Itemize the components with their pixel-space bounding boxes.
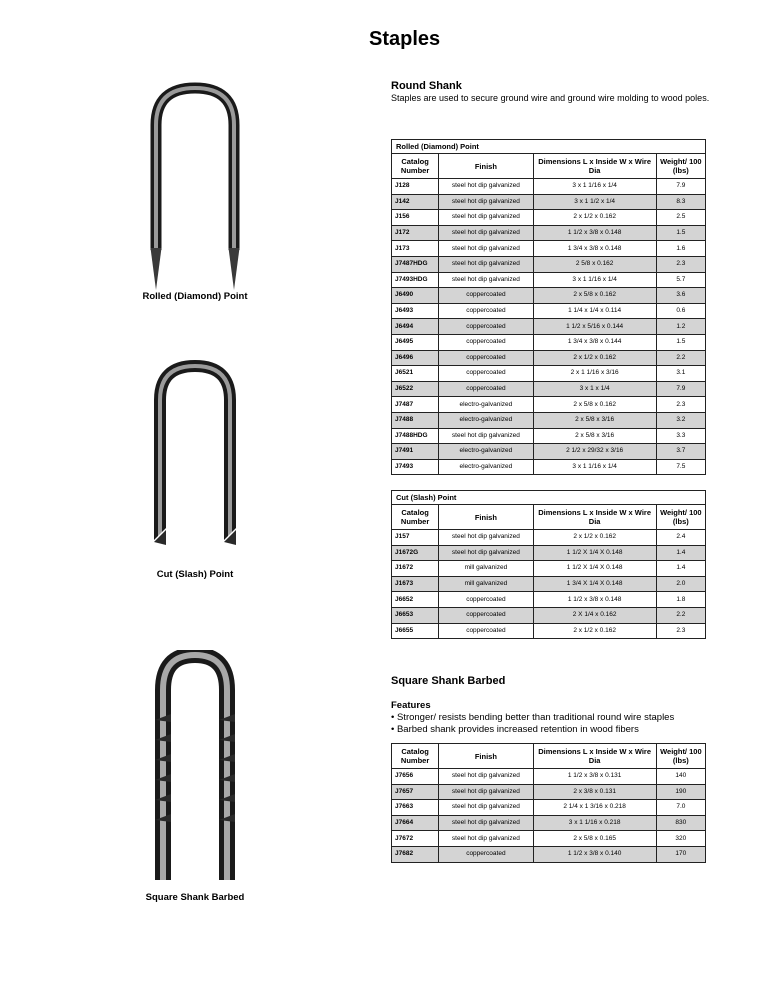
catalog-number-cell: J156: [392, 210, 439, 226]
weight-cell: 1.4: [656, 545, 705, 561]
finish-cell: electro-galvanized: [439, 459, 533, 475]
weight-cell: 3.6: [656, 288, 705, 304]
weight-cell: 320: [656, 831, 705, 847]
dimensions-cell: 1 1/2 X 1/4 X 0.148: [533, 561, 656, 577]
dimensions-cell: 1 1/2 X 1/4 X 0.148: [533, 545, 656, 561]
table-row: [392, 256, 706, 272]
table-row: [392, 210, 706, 226]
weight-cell: 830: [656, 815, 705, 831]
feature-item: • Barbed shank provides increased retention in wood fibers: [391, 724, 674, 736]
table-row: [392, 592, 706, 608]
catalog-number-cell: J1673: [392, 576, 439, 592]
dimensions-cell: 2 x 1/2 x 0.162: [533, 350, 656, 366]
finish-cell: steel hot dip galvanized: [439, 272, 533, 288]
finish-cell: coppercoated: [439, 303, 533, 319]
table-row: [392, 800, 706, 816]
catalog-number-cell: J6493: [392, 303, 439, 319]
catalog-number-cell: J6653: [392, 607, 439, 623]
dimensions-cell: 1 1/2 x 3/8 x 0.140: [533, 846, 656, 862]
table-row: [392, 846, 706, 862]
table-row: [392, 225, 706, 241]
dimensions-cell: 1 1/2 x 5/16 x 0.144: [533, 319, 656, 335]
finish-cell: coppercoated: [439, 288, 533, 304]
table-row: [392, 530, 706, 546]
rolled-point-table: [391, 139, 706, 475]
dimensions-cell: 3 x 1 x 1/4: [533, 381, 656, 397]
finish-header: Finish: [439, 744, 533, 769]
dimensions-cell: 2 x 5/8 x 0.162: [533, 397, 656, 413]
finish-cell: steel hot dip galvanized: [439, 225, 533, 241]
dimensions-header: Dimensions L x Inside W x Wire Dia: [533, 505, 656, 530]
dimensions-cell: 2 X 1/4 x 0.162: [533, 607, 656, 623]
finish-cell: electro-galvanized: [439, 444, 533, 460]
weight-cell: 7.9: [656, 381, 705, 397]
weight-header: Weight/ 100 (lbs): [656, 154, 705, 179]
catalog-number-cell: J6655: [392, 623, 439, 639]
finish-cell: coppercoated: [439, 319, 533, 335]
features-title: Features: [391, 700, 431, 711]
page-title: Staples: [369, 28, 441, 50]
dimensions-cell: 2 1/2 x 29/32 x 3/16: [533, 444, 656, 460]
catalog-number-cell: J7488HDG: [392, 428, 439, 444]
weight-cell: 3.1: [656, 366, 705, 382]
finish-cell: steel hot dip galvanized: [439, 428, 533, 444]
finish-header: Finish: [439, 154, 533, 179]
weight-cell: 190: [656, 784, 705, 800]
dimensions-cell: 1 3/4 x 3/8 x 0.148: [533, 241, 656, 257]
weight-cell: 1.8: [656, 592, 705, 608]
catalog-number-cell: J7487: [392, 397, 439, 413]
cut-point-table: [391, 490, 706, 639]
rolled-table-caption: Rolled (Diamond) Point: [392, 140, 706, 154]
catalog-number-cell: J6521: [392, 366, 439, 382]
dimensions-cell: 2 x 1 1/16 x 3/16: [533, 366, 656, 382]
finish-cell: coppercoated: [439, 381, 533, 397]
catalog-number-cell: J6522: [392, 381, 439, 397]
table-row: [392, 350, 706, 366]
catalog-number-cell: J1672: [392, 561, 439, 577]
dimensions-cell: 1 1/2 x 3/8 x 0.148: [533, 225, 656, 241]
dimensions-cell: 2 x 5/8 x 3/16: [533, 412, 656, 428]
weight-header: Weight/ 100 (lbs): [656, 505, 705, 530]
weight-cell: 3.7: [656, 444, 705, 460]
dimensions-cell: 3 x 1 1/16 x 1/4: [533, 272, 656, 288]
dimensions-cell: 3 x 1 1/16 x 1/4: [533, 459, 656, 475]
catalog-number-cell: J6496: [392, 350, 439, 366]
dimensions-header: Dimensions L x Inside W x Wire Dia: [533, 744, 656, 769]
weight-cell: 2.2: [656, 607, 705, 623]
table-row: [392, 241, 706, 257]
weight-cell: 7.5: [656, 459, 705, 475]
feature-item: • Stronger/ resists bending better than traditional round wire staples: [391, 712, 674, 724]
table-row: [392, 412, 706, 428]
catalog-number-cell: J7657: [392, 784, 439, 800]
finish-cell: steel hot dip galvanized: [439, 784, 533, 800]
weight-cell: 140: [656, 769, 705, 785]
table-row: [392, 397, 706, 413]
weight-cell: 1.5: [656, 225, 705, 241]
table-row: [392, 366, 706, 382]
barbed-table: [391, 743, 706, 863]
weight-cell: 5.7: [656, 272, 705, 288]
finish-cell: steel hot dip galvanized: [439, 831, 533, 847]
finish-cell: mill galvanized: [439, 576, 533, 592]
finish-cell: steel hot dip galvanized: [439, 241, 533, 257]
weight-cell: 8.3: [656, 194, 705, 210]
dimensions-cell: 2 x 5/8 x 3/16: [533, 428, 656, 444]
weight-cell: 2.0: [656, 576, 705, 592]
weight-cell: 170: [656, 846, 705, 862]
catalog-number-cell: J6494: [392, 319, 439, 335]
features-list: [391, 712, 674, 735]
round-shank-description: Staples are used to secure ground wire and ground wire molding to wood poles.: [391, 93, 710, 103]
weight-cell: 2.4: [656, 530, 705, 546]
finish-cell: coppercoated: [439, 607, 533, 623]
dimensions-cell: 1 3/4 x 3/8 x 0.144: [533, 334, 656, 350]
catalog-number-header: Catalog Number: [392, 154, 439, 179]
table-row: [392, 831, 706, 847]
catalog-number-cell: J7487HDG: [392, 256, 439, 272]
table-row: [392, 319, 706, 335]
catalog-number-cell: J7663: [392, 800, 439, 816]
weight-cell: 2.2: [656, 350, 705, 366]
rolled-point-staple-icon: [140, 80, 250, 295]
weight-cell: 1.5: [656, 334, 705, 350]
round-shank-heading: Round Shank: [391, 80, 462, 92]
dimensions-cell: 3 x 1 1/2 x 1/4: [533, 194, 656, 210]
weight-cell: 2.3: [656, 623, 705, 639]
weight-cell: 1.4: [656, 561, 705, 577]
dimensions-cell: 2 x 5/8 x 0.162: [533, 288, 656, 304]
weight-cell: 7.9: [656, 179, 705, 195]
dimensions-cell: 2 5/8 x 0.162: [533, 256, 656, 272]
weight-cell: 1.2: [656, 319, 705, 335]
finish-cell: steel hot dip galvanized: [439, 530, 533, 546]
catalog-number-cell: J7682: [392, 846, 439, 862]
weight-cell: 2.3: [656, 397, 705, 413]
table-row: [392, 769, 706, 785]
dimensions-cell: 2 x 1/2 x 0.162: [533, 530, 656, 546]
finish-cell: steel hot dip galvanized: [439, 256, 533, 272]
dimensions-cell: 2 x 1/2 x 0.162: [533, 623, 656, 639]
table-row: [392, 545, 706, 561]
finish-cell: electro-galvanized: [439, 412, 533, 428]
weight-cell: 3.2: [656, 412, 705, 428]
weight-cell: 3.3: [656, 428, 705, 444]
cut-point-staple-icon: [148, 360, 243, 570]
catalog-number-cell: J172: [392, 225, 439, 241]
table-row: [392, 194, 706, 210]
cut-point-caption: Cut (Slash) Point: [156, 569, 234, 580]
finish-cell: steel hot dip galvanized: [439, 179, 533, 195]
catalog-number-cell: J7672: [392, 831, 439, 847]
table-row: [392, 459, 706, 475]
catalog-number-cell: J173: [392, 241, 439, 257]
finish-cell: steel hot dip galvanized: [439, 545, 533, 561]
weight-cell: 7.0: [656, 800, 705, 816]
dimensions-cell: 1 1/4 x 1/4 x 0.114: [533, 303, 656, 319]
dimensions-cell: 3 x 1 1/16 x 1/4: [533, 179, 656, 195]
finish-cell: coppercoated: [439, 846, 533, 862]
cut-table-caption: Cut (Slash) Point: [392, 491, 706, 505]
table-row: [392, 607, 706, 623]
dimensions-cell: 3 x 1 1/16 x 0.218: [533, 815, 656, 831]
weight-cell: 0.6: [656, 303, 705, 319]
finish-cell: steel hot dip galvanized: [439, 194, 533, 210]
finish-cell: coppercoated: [439, 592, 533, 608]
finish-cell: steel hot dip galvanized: [439, 800, 533, 816]
square-shank-barbed-staple-icon: [150, 650, 240, 885]
weight-cell: 1.6: [656, 241, 705, 257]
dimensions-cell: 2 1/4 x 1 3/16 x 0.218: [533, 800, 656, 816]
square-shank-barbed-caption: Square Shank Barbed: [145, 892, 245, 903]
catalog-number-cell: J7664: [392, 815, 439, 831]
rolled-point-caption: Rolled (Diamond) Point: [142, 291, 248, 302]
dimensions-cell: 1 1/2 x 3/8 x 0.131: [533, 769, 656, 785]
catalog-number-header: Catalog Number: [392, 505, 439, 530]
catalog-number-cell: J6652: [392, 592, 439, 608]
finish-cell: coppercoated: [439, 350, 533, 366]
catalog-number-cell: J7488: [392, 412, 439, 428]
table-row: [392, 428, 706, 444]
weight-cell: 2.3: [656, 256, 705, 272]
table-row: [392, 444, 706, 460]
finish-cell: coppercoated: [439, 334, 533, 350]
dimensions-cell: 2 x 1/2 x 0.162: [533, 210, 656, 226]
dimensions-header: Dimensions L x Inside W x Wire Dia: [533, 154, 656, 179]
table-row: [392, 303, 706, 319]
catalog-number-cell: J157: [392, 530, 439, 546]
catalog-number-cell: J6495: [392, 334, 439, 350]
finish-cell: electro-galvanized: [439, 397, 533, 413]
dimensions-cell: 2 x 5/8 x 0.165: [533, 831, 656, 847]
table-row: [392, 334, 706, 350]
finish-cell: coppercoated: [439, 623, 533, 639]
table-row: [392, 381, 706, 397]
catalog-number-cell: J6490: [392, 288, 439, 304]
finish-cell: steel hot dip galvanized: [439, 210, 533, 226]
catalog-number-header: Catalog Number: [392, 744, 439, 769]
catalog-number-cell: J7491: [392, 444, 439, 460]
weight-cell: 2.5: [656, 210, 705, 226]
finish-cell: steel hot dip galvanized: [439, 815, 533, 831]
weight-header: Weight/ 100 (lbs): [656, 744, 705, 769]
dimensions-cell: 1 1/2 x 3/8 x 0.148: [533, 592, 656, 608]
finish-cell: mill galvanized: [439, 561, 533, 577]
catalog-number-cell: J128: [392, 179, 439, 195]
dimensions-cell: 1 3/4 X 1/4 X 0.148: [533, 576, 656, 592]
table-row: [392, 561, 706, 577]
catalog-number-cell: J7493: [392, 459, 439, 475]
table-row: [392, 272, 706, 288]
finish-header: Finish: [439, 505, 533, 530]
catalog-number-cell: J7656: [392, 769, 439, 785]
table-row: [392, 288, 706, 304]
finish-cell: steel hot dip galvanized: [439, 769, 533, 785]
table-row: [392, 815, 706, 831]
square-shank-heading: Square Shank Barbed: [391, 675, 506, 687]
table-row: [392, 576, 706, 592]
dimensions-cell: 2 x 3/8 x 0.131: [533, 784, 656, 800]
table-row: [392, 784, 706, 800]
finish-cell: coppercoated: [439, 366, 533, 382]
catalog-number-cell: J142: [392, 194, 439, 210]
catalog-number-cell: J1672G: [392, 545, 439, 561]
table-row: [392, 179, 706, 195]
table-row: [392, 623, 706, 639]
catalog-number-cell: J7493HDG: [392, 272, 439, 288]
